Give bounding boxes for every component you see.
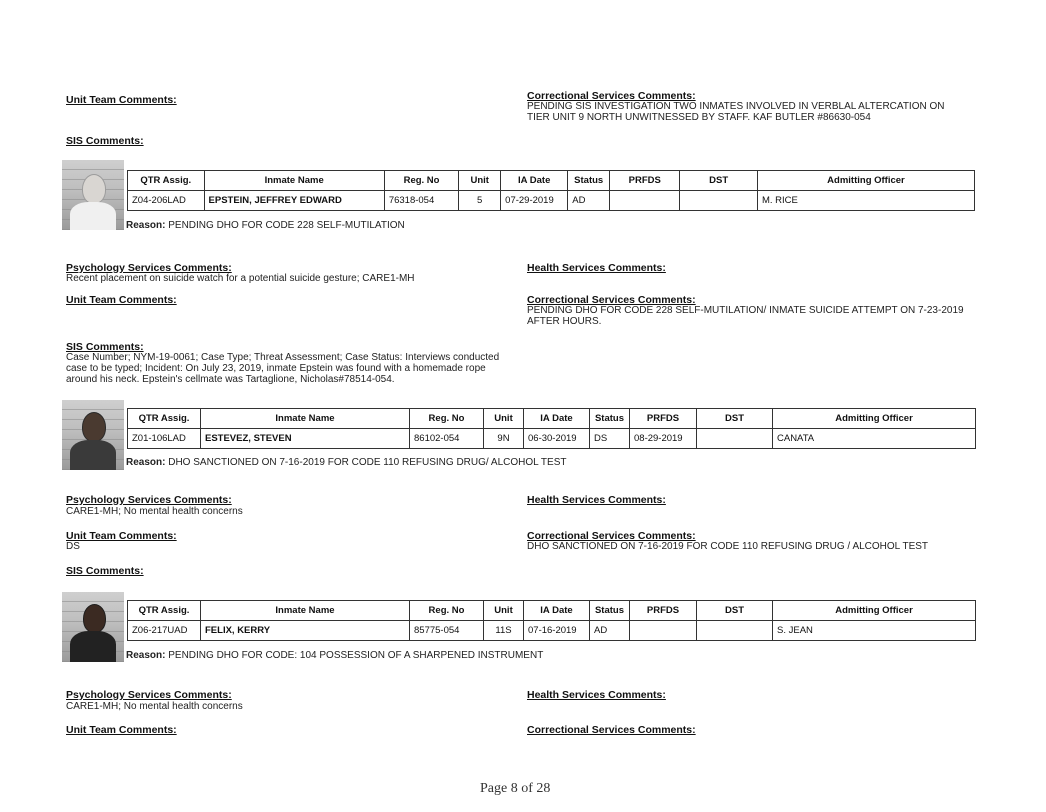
photo-head — [82, 174, 106, 204]
correctional-services-comments-text: PENDING DHO FOR CODE 228 SELF-MUTILATION/ INMATE SUICIDE ATTEMPT ON 7-23-2019 AFTER HOURS. — [527, 305, 964, 327]
reason-text: PENDING DHO FOR CODE: 104 POSSESSION OF A SHARPENED INSTRUMENT — [168, 650, 544, 661]
photo-head — [82, 412, 106, 442]
inmate-photo — [62, 160, 124, 230]
psychology-services-comments-text: Recent placement on suicide watch for a potential suicide gesture; CARE1-MH — [66, 273, 415, 284]
health-services-comments-heading: Health Services Comments: — [527, 494, 666, 506]
col-ia-date: IA Date — [501, 171, 568, 191]
cell-qtr: Z06-217UAD — [128, 621, 201, 641]
unit-team-comments-text: DS — [66, 541, 80, 552]
col-dst: DST — [697, 409, 773, 429]
psychology-services-comments-text: CARE1-MH; No mental health concerns — [66, 701, 243, 712]
col-status: Status — [590, 601, 630, 621]
cell-admitting-officer: M. RICE — [757, 191, 974, 211]
unit-team-comments-heading: Unit Team Comments: — [66, 94, 177, 106]
reason-text: PENDING DHO FOR CODE 228 SELF-MUTILATION — [168, 220, 405, 231]
unit-team-comments-heading: Unit Team Comments: — [66, 294, 177, 306]
table-header-row — [128, 601, 976, 621]
col-admitting-officer: Admitting Officer — [757, 171, 974, 191]
cell-reg-no: 86102-054 — [410, 429, 484, 449]
col-reg-no: Reg. No — [410, 601, 484, 621]
reason-line — [126, 220, 405, 231]
col-prfds: PRFDS — [630, 601, 697, 621]
photo-body — [70, 440, 116, 470]
psychology-services-comments-heading: Psychology Services Comments: — [66, 689, 232, 701]
unit-team-comments-heading: Unit Team Comments: — [66, 530, 177, 542]
cell-reg-no: 85775-054 — [410, 621, 484, 641]
cell-dst — [697, 621, 773, 641]
reason-line — [126, 650, 543, 661]
col-ia-date: IA Date — [524, 601, 590, 621]
sis-comments-heading: SIS Comments: — [66, 341, 144, 353]
col-unit: Unit — [484, 601, 524, 621]
col-dst: DST — [697, 601, 773, 621]
col-ia-date: IA Date — [524, 409, 590, 429]
cell-prfds: 08-29-2019 — [630, 429, 697, 449]
cell-ia-date: 06-30-2019 — [524, 429, 590, 449]
photo-body — [70, 631, 116, 662]
cell-inmate-name: EPSTEIN, JEFFREY EDWARD — [204, 191, 384, 211]
psychology-services-comments-heading: Psychology Services Comments: — [66, 262, 232, 274]
cell-status: AD — [568, 191, 610, 211]
col-qtr-assig: QTR Assig. — [128, 171, 205, 191]
col-prfds: PRFDS — [610, 171, 680, 191]
health-services-comments-heading: Health Services Comments: — [527, 689, 666, 701]
cell-inmate-name: ESTEVEZ, STEVEN — [201, 429, 410, 449]
photo-body — [70, 202, 116, 230]
correctional-services-comments-heading: Correctional Services Comments: — [527, 294, 696, 306]
col-inmate-name: Inmate Name — [201, 409, 410, 429]
table-row — [128, 191, 975, 211]
reason-line — [126, 457, 566, 468]
cell-status: AD — [590, 621, 630, 641]
correctional-services-comments-heading: Correctional Services Comments: — [527, 90, 696, 102]
sis-comments-heading: SIS Comments: — [66, 135, 144, 147]
cell-status: DS — [590, 429, 630, 449]
col-dst: DST — [680, 171, 758, 191]
cell-prfds — [610, 191, 680, 211]
inmate-record-table — [127, 600, 976, 641]
col-qtr-assig: QTR Assig. — [128, 409, 201, 429]
table-header-row — [128, 409, 976, 429]
psychology-services-comments-text: CARE1-MH; No mental health concerns — [66, 506, 243, 517]
inmate-photo — [62, 400, 124, 470]
col-admitting-officer: Admitting Officer — [773, 409, 976, 429]
correctional-services-comments-heading: Correctional Services Comments: — [527, 530, 696, 542]
cell-dst — [697, 429, 773, 449]
page-number: Page 8 of 28 — [480, 781, 551, 796]
photo-head — [83, 604, 106, 633]
correctional-services-comments-heading: Correctional Services Comments: — [527, 724, 696, 736]
col-qtr-assig: QTR Assig. — [128, 601, 201, 621]
cell-admitting-officer: CANATA — [773, 429, 976, 449]
table-row — [128, 429, 976, 449]
col-inmate-name: Inmate Name — [201, 601, 410, 621]
cell-admitting-officer: S. JEAN — [773, 621, 976, 641]
inmate-photo — [62, 592, 124, 662]
cell-reg-no: 76318-054 — [384, 191, 458, 211]
reason-label: Reason: — [126, 457, 166, 468]
reason-text: DHO SANCTIONED ON 7-16-2019 FOR CODE 110 REFUSING DRUG/ ALCOHOL TEST — [168, 457, 567, 468]
cell-inmate-name: FELIX, KERRY — [201, 621, 410, 641]
reason-label: Reason: — [126, 220, 166, 231]
sis-comments-heading: SIS Comments: — [66, 565, 144, 577]
correctional-services-comments-text: PENDING SIS INVESTIGATION TWO INMATES INVOLVED IN VERBLAL ALTERCATION ON TIER UNIT 9 NORTH UNWITNESSED BY STAFF. KAF BUTLER #86630-054 — [527, 101, 945, 123]
psychology-services-comments-heading: Psychology Services Comments: — [66, 494, 232, 506]
cell-ia-date: 07-16-2019 — [524, 621, 590, 641]
cell-unit: 11S — [484, 621, 524, 641]
cell-unit: 5 — [459, 191, 501, 211]
col-unit: Unit — [459, 171, 501, 191]
col-prfds: PRFDS — [630, 409, 697, 429]
table-header-row — [128, 171, 975, 191]
col-reg-no: Reg. No — [410, 409, 484, 429]
table-row — [128, 621, 976, 641]
col-reg-no: Reg. No — [384, 171, 458, 191]
col-admitting-officer: Admitting Officer — [773, 601, 976, 621]
unit-team-comments-heading: Unit Team Comments: — [66, 724, 177, 736]
sis-comments-text: Case Number; NYM-19-0061; Case Type; Threat Assessment; Case Status: Interviews conducted case to be typed; Incident: On July 23, 2019, inmate Epstein was found with a homemade rope around his neck. Epstein's cellmate was Tartaglione, Nicholas#78514-054. — [66, 352, 500, 385]
cell-dst — [680, 191, 758, 211]
cell-prfds — [630, 621, 697, 641]
cell-qtr: Z04-206LAD — [128, 191, 205, 211]
inmate-record-table — [127, 408, 976, 449]
col-status: Status — [568, 171, 610, 191]
correctional-services-comments-text: DHO SANCTIONED ON 7-16-2019 FOR CODE 110 REFUSING DRUG / ALCOHOL TEST — [527, 541, 929, 552]
col-status: Status — [590, 409, 630, 429]
cell-qtr: Z01-106LAD — [128, 429, 201, 449]
health-services-comments-heading: Health Services Comments: — [527, 262, 666, 274]
inmate-record-table — [127, 170, 975, 211]
col-inmate-name: Inmate Name — [204, 171, 384, 191]
cell-ia-date: 07-29-2019 — [501, 191, 568, 211]
col-unit: Unit — [484, 409, 524, 429]
cell-unit: 9N — [484, 429, 524, 449]
reason-label: Reason: — [126, 650, 166, 661]
